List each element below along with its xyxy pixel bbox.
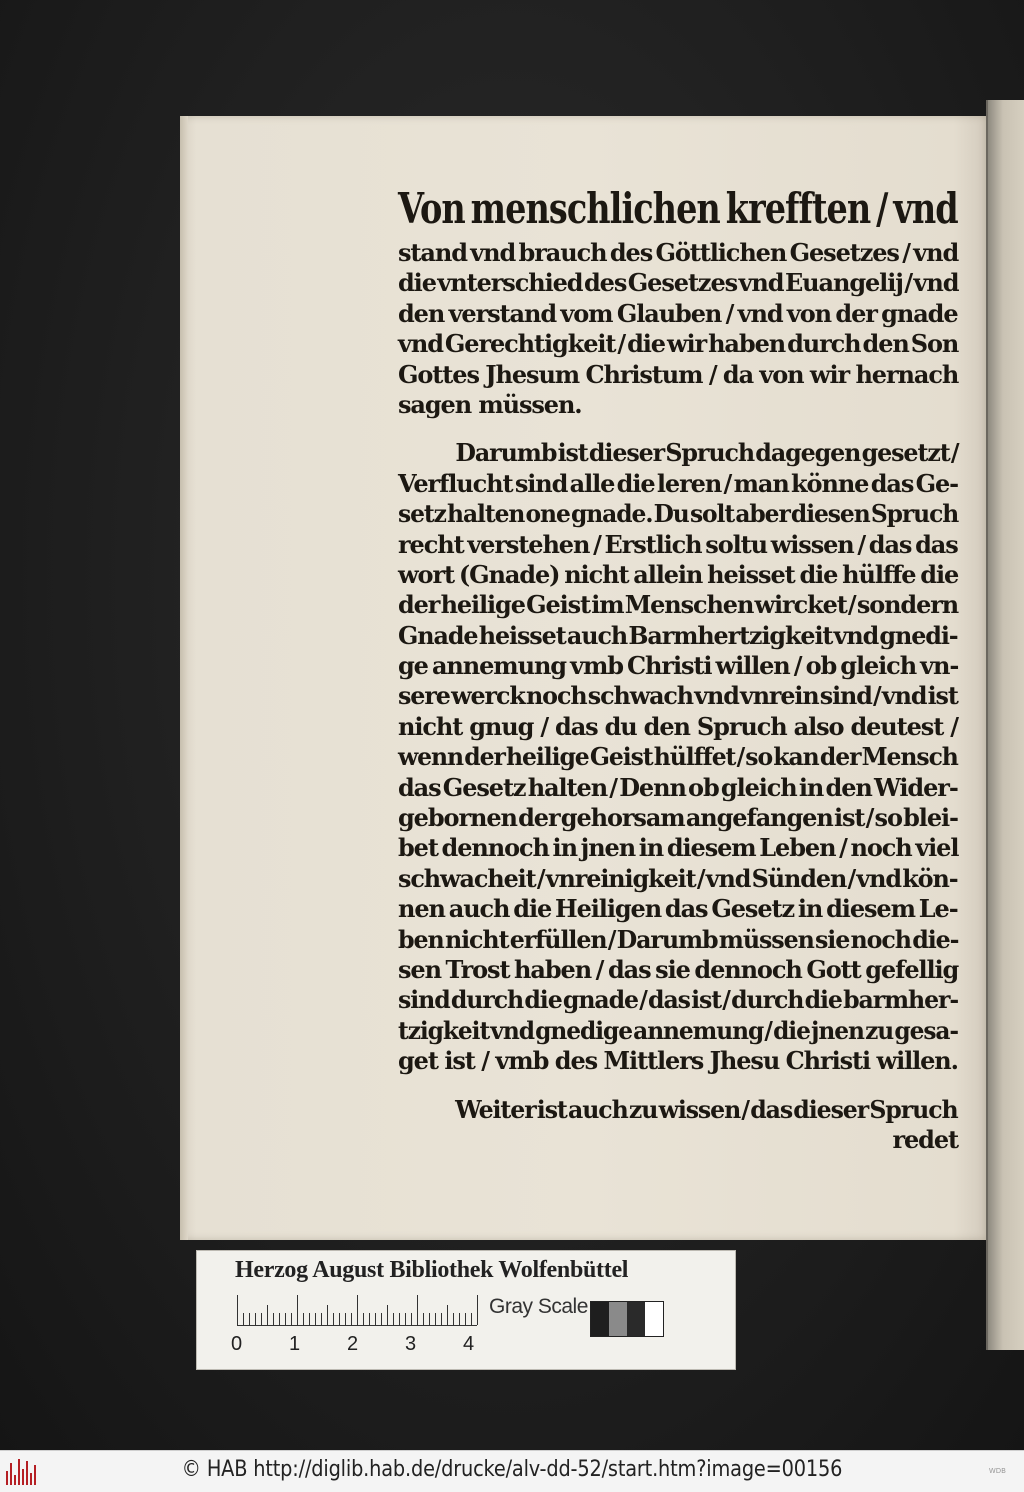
facing-page-edge (986, 100, 1024, 1350)
ruler-tick (381, 1313, 382, 1325)
ruler-tick (339, 1313, 340, 1325)
gray-scale-label: Gray Scale (489, 1295, 588, 1318)
text-line: ge annemung vmb Christi willen / ob gleich vn- (398, 651, 959, 681)
ruler-tick (423, 1313, 424, 1325)
ruler-number: 3 (405, 1333, 417, 1355)
ruler-tick (297, 1295, 298, 1325)
gray-swatch (591, 1302, 609, 1336)
text-line: den verstand vom Glauben / vnd von der gnade (398, 298, 958, 328)
logo-bar (14, 1475, 16, 1485)
text-line: der heilige Geist im Menschen wircket / sondern (398, 590, 959, 620)
ruler-tick (303, 1313, 304, 1325)
footer-bar (0, 1450, 1024, 1492)
paragraph-gap (398, 1077, 958, 1095)
ruler-tick (267, 1305, 268, 1325)
ruler-tick (285, 1313, 286, 1325)
text-line: get ist / vmb des Mittlers Jhesu Christi willen. (398, 1046, 958, 1076)
ruler-tick (471, 1313, 472, 1325)
hab-logo-icon (6, 1459, 36, 1485)
text-lines (398, 238, 958, 1155)
ruler-tick (447, 1305, 448, 1325)
catchword: redet (892, 1124, 958, 1154)
ruler-tick (375, 1313, 376, 1325)
ruler-number: 4 (463, 1333, 475, 1355)
ruler-tick (477, 1295, 478, 1325)
library-name: Herzog August Bibliothek Wolfenbüttel (235, 1257, 629, 1283)
ruler-tick (327, 1305, 328, 1325)
ruler-tick (255, 1313, 256, 1325)
ruler-tick (459, 1313, 460, 1325)
ruler-tick (435, 1313, 436, 1325)
gray-swatch (645, 1302, 663, 1336)
ruler-tick (393, 1313, 394, 1325)
ruler-tick (237, 1295, 238, 1325)
logo-bar (22, 1469, 24, 1485)
logo-bar (10, 1463, 12, 1485)
text-line: bet dennoch in jnen in diesem Leben / noch viel (398, 833, 959, 863)
text-line: wort (Gnade) nicht allein heisset die hülffe die (398, 559, 959, 589)
ruler-number: 2 (347, 1333, 359, 1355)
paragraph-gap (398, 420, 958, 438)
gray-scale-swatches (590, 1301, 664, 1337)
ruler-tick (249, 1313, 250, 1325)
ruler-tick (357, 1295, 358, 1325)
text-line: Darumb ist dieser Spruch dagegen gesetzt / (455, 438, 959, 468)
text-block (398, 180, 958, 1155)
ruler-tick (273, 1313, 274, 1325)
ruler-tick (399, 1313, 400, 1325)
ruler-tick (369, 1313, 370, 1325)
ruler-tick (279, 1313, 280, 1325)
ruler-tick (411, 1313, 412, 1325)
logo-bar (26, 1461, 28, 1485)
ruler-tick (261, 1313, 262, 1325)
ruler-tick (309, 1313, 310, 1325)
ruler-number: 0 (231, 1333, 243, 1355)
text-line: ben nicht erfüllen / Darumb müssen sie noch die- (398, 924, 959, 954)
gray-swatch (609, 1302, 627, 1336)
color-calibration-card (196, 1250, 736, 1370)
ruler-number: 1 (289, 1333, 301, 1355)
ruler-scale (237, 1295, 477, 1325)
text-line: vnd Gerechtigkeit / die wir haben durch den Son (398, 329, 959, 359)
text-line: tzigkeit vnd gnedige annemung / die jnen zu gesa- (398, 1015, 959, 1045)
text-line: Gnade heisset auch Barmhertzigkeit vnd gnedi- (398, 620, 958, 650)
logo-bar (6, 1471, 8, 1485)
text-line: sen Trost haben / das sie dennoch Gott gefellig (398, 954, 959, 984)
ruler-tick (429, 1313, 430, 1325)
ruler-tick (363, 1313, 364, 1325)
text-line: sere werck noch schwach vnd vnrein sind / vnd ist (398, 681, 958, 711)
text-line: die vnterschied des Gesetzes vnd Euangelij / vnd (398, 268, 959, 298)
ruler-tick (345, 1313, 346, 1325)
ruler-tick (405, 1313, 406, 1325)
ruler-tick (243, 1313, 244, 1325)
ruler-tick (315, 1313, 316, 1325)
ruler-tick (441, 1313, 442, 1325)
logo-bar (34, 1465, 36, 1485)
text-line: sagen müssen. (398, 389, 582, 419)
footer-mark: WDB (988, 1467, 1006, 1475)
ruler-tick (465, 1313, 466, 1325)
text-line: sind durch die gnade / das ist / durch die barmher- (398, 985, 959, 1015)
text-line: setz halten one gnade. Du solt aber diesen Spruch (398, 499, 959, 529)
text-line: wenn der heilige Geist hülffet / so kan der Mensch (398, 742, 958, 772)
text-line: schwacheit / vnreinigkeit / vnd Sünden / vnd kön- (398, 863, 958, 893)
text-line: nen auch die Heiligen das Gesetz in diesem Le- (398, 894, 958, 924)
text-line: stand vnd brauch des Göttlichen Gesetzes / vnd (398, 238, 959, 267)
book-page (180, 116, 986, 1240)
text-line: das Gesetz halten / Denn ob gleich in den Wider- (398, 772, 958, 802)
ruler-tick (333, 1313, 334, 1325)
text-line: recht verstehen / Erstlich soltu wissen / das das (398, 529, 958, 559)
gray-swatch (627, 1302, 645, 1336)
page-heading: Von menschlichen krefften / vnd (398, 184, 958, 233)
ruler-tick (453, 1313, 454, 1325)
ruler-tick (321, 1313, 322, 1325)
ruler-tick (291, 1313, 292, 1325)
text-line: Gottes Jhesum Christum / da von wir hernach (398, 359, 959, 389)
page-edge (180, 116, 188, 1240)
logo-bar (18, 1459, 20, 1485)
copyright-url[interactable]: © HAB http://diglib.hab.de/drucke/alv-dd-52/start.htm?image=00156 (181, 1457, 843, 1482)
text-line: gebornen der gehorsam angefangen ist / so blei- (398, 803, 958, 833)
logo-bar (30, 1473, 32, 1485)
ruler-tick (351, 1313, 352, 1325)
text-line: Weiter ist auch zu wissen / das dieser Spruch (455, 1094, 958, 1124)
ruler-baseline (237, 1325, 477, 1326)
ruler-tick (417, 1295, 418, 1325)
text-line: Verflucht sind alle die leren / man könne das Ge- (398, 468, 959, 498)
text-line: nicht gnug / das du den Spruch also deutest / (398, 711, 958, 741)
ruler-tick (387, 1305, 388, 1325)
